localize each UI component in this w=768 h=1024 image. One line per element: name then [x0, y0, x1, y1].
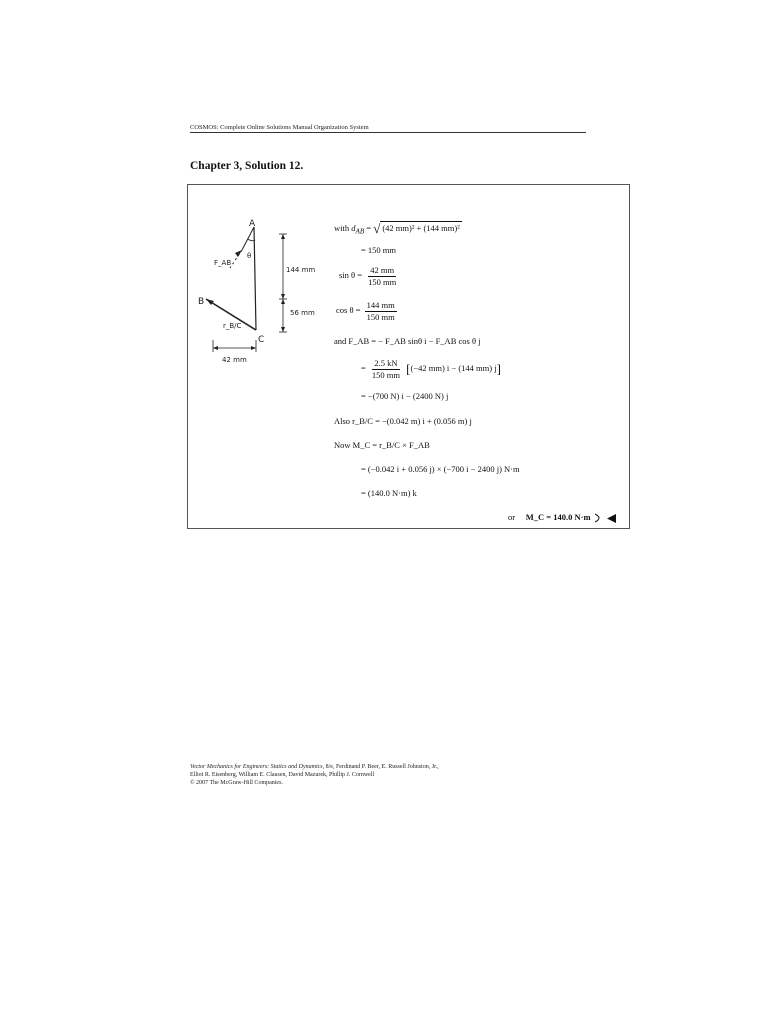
- label-b: B: [198, 297, 205, 307]
- label-c: C: [258, 335, 265, 345]
- page-footer: [190, 763, 439, 787]
- footer-line-3: © 2007 The McGraw-Hill Companies.: [190, 780, 283, 786]
- eq-force-result: = −(700 N) i − (2400 N) j: [361, 391, 449, 401]
- chapter-title: Chapter 3, Solution 12.: [190, 160, 304, 172]
- footer-line-1: Vector Mechanics for Engineers: Statics and Dynamics, 8/e, Ferdinand P. Beer, E. Russell Johnston, Jr.,: [190, 764, 439, 770]
- eq-position-vector: Also r_B/C = −(0.042 m) i + (0.056 m) j: [334, 416, 472, 426]
- dim-42: 42 mm: [222, 356, 247, 364]
- footer-line-2: Elliot R. Eisenberg, William E. Clausen, David Mazurek, Phillip J. Cornwell: [190, 772, 375, 778]
- moment-arrow-icon: [593, 512, 605, 524]
- dim-144: 144 mm: [286, 266, 316, 274]
- eq-moment-result: = (140.0 N·m) k: [361, 488, 417, 498]
- page-header: COSMOS: Complete Online Solutions Manual Organization System: [190, 124, 586, 133]
- answer-marker-icon: [607, 514, 616, 523]
- geometry-figure: [196, 212, 331, 372]
- eq-force-vector: and F_AB = − F_AB sinθ i − F_AB cos θ j: [334, 336, 481, 346]
- eq-distance-value: = 150 mm: [361, 245, 397, 255]
- eq-cos: cos θ = $\frac{144 mm}{150 mm}$: [336, 300, 395, 322]
- eq-sin: sin θ = $\frac{42 mm}{150 mm}$: [339, 265, 397, 287]
- eq-moment-cross: = (−0.042 i + 0.056 j) × (−700 i − 2400 j) N·m: [361, 464, 520, 474]
- label-theta: θ: [247, 252, 252, 260]
- label-a: A: [249, 219, 256, 229]
- dim-56: 56 mm: [290, 309, 315, 317]
- final-answer: or M_C = 140.0 N·m: [508, 512, 616, 524]
- label-force: F_AB: [214, 259, 232, 267]
- eq-distance: with $d_{AB}$ = √ (42 mm)² + (144 mm)²: [334, 221, 460, 236]
- eq-moment-def: Now M_C = r_B/C × F_AB: [334, 440, 430, 450]
- label-r: r_B/C: [223, 322, 242, 330]
- eq-force-components: = $\frac{2.5 kN}{150 mm}$ [(−42 mm) i − (144 mm) j]: [361, 358, 501, 380]
